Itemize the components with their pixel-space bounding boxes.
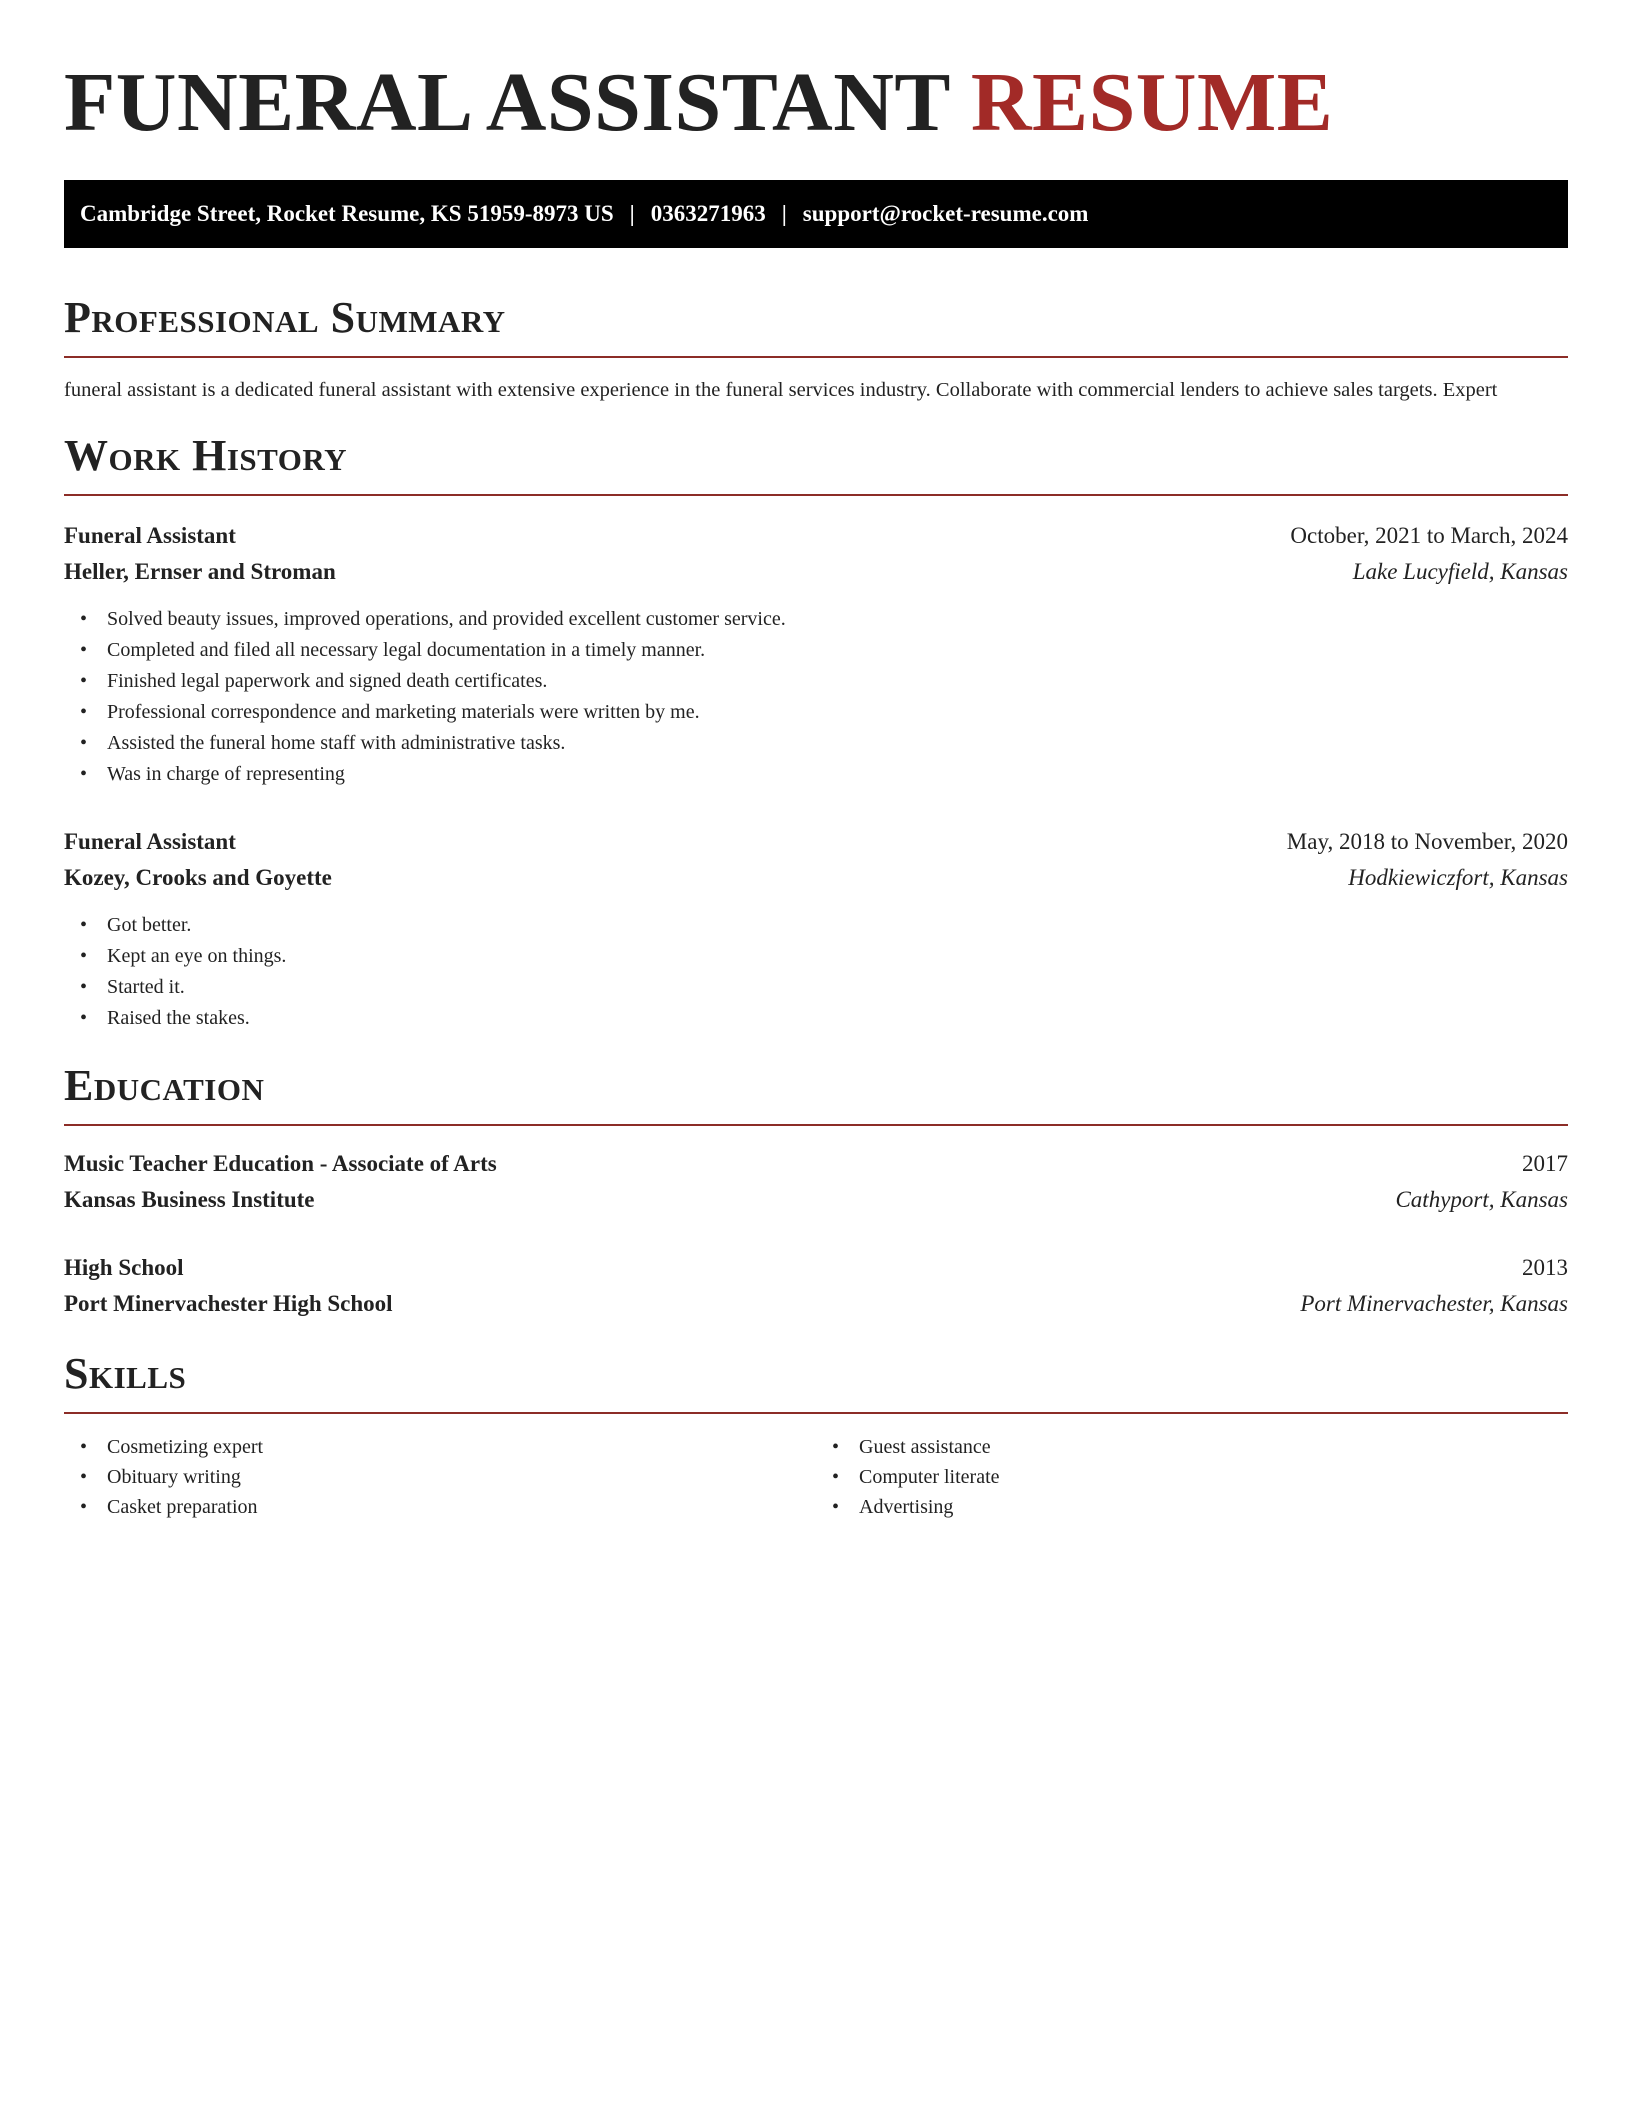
job-bullet-text: Kept an eye on things. [107, 945, 287, 967]
list-item [64, 1492, 816, 1522]
list-item [64, 1003, 1568, 1034]
bullet-icon: • [80, 608, 88, 630]
list-item [64, 759, 1568, 790]
job-entry [64, 824, 1568, 1034]
job-company-row [64, 860, 1568, 896]
list-item [64, 972, 1568, 1003]
education-degree-row [64, 1146, 1568, 1182]
job-title-row [64, 518, 1568, 554]
bullet-icon: • [80, 1466, 88, 1488]
education-location: Port Minervachester, Kansas [1300, 1291, 1568, 1316]
list-item [816, 1462, 1568, 1492]
skill-text: Guest assistance [859, 1436, 991, 1458]
education-year: 2013 [1522, 1255, 1568, 1280]
bullet-icon: • [832, 1466, 840, 1488]
job-bullet-text: Solved beauty issues, improved operations, and provided excellent customer service. [107, 608, 786, 630]
section-divider [64, 494, 1568, 496]
job-bullet-text: Raised the stakes. [107, 1007, 250, 1029]
bullet-icon: • [80, 1496, 88, 1518]
job-location: Lake Lucyfield, Kansas [1352, 559, 1568, 584]
resume-title-accent: RESUME [970, 56, 1334, 149]
list-item [64, 941, 1568, 972]
list-item [64, 666, 1568, 697]
skills-list [816, 1432, 1568, 1522]
bullet-icon: • [80, 1436, 88, 1458]
list-item [64, 635, 1568, 666]
education-section [64, 1062, 1568, 1322]
job-bullet-list [64, 910, 1568, 1034]
education-degree: High School [64, 1255, 184, 1280]
skills-column-right [816, 1432, 1568, 1522]
job-company: Heller, Ernser and Stroman [64, 559, 336, 584]
bullet-icon: • [80, 732, 88, 754]
contact-email: support@rocket-resume.com [802, 201, 1089, 226]
education-school: Kansas Business Institute [64, 1187, 315, 1212]
list-item [816, 1432, 1568, 1462]
education-location: Cathyport, Kansas [1395, 1187, 1568, 1212]
bullet-icon: • [80, 701, 88, 723]
resume-title [64, 58, 1568, 148]
skill-text: Advertising [859, 1496, 954, 1518]
contact-bar [64, 180, 1568, 248]
summary-text: funeral assistant is a dedicated funeral assistant with extensive experience in the funeral services industry. Collaborate with commercial lenders to achieve sales targets. Expert [64, 379, 1498, 401]
bullet-icon: • [80, 945, 88, 967]
skills-columns [64, 1432, 1568, 1522]
bullet-icon: • [80, 976, 88, 998]
contact-address: Cambridge Street, Rocket Resume, KS 51959-8973 US [80, 201, 614, 226]
list-item [816, 1492, 1568, 1522]
education-entry [64, 1250, 1568, 1322]
skills-section [64, 1350, 1568, 1522]
job-bullet-text: Started it. [107, 976, 185, 998]
job-title: Funeral Assistant [64, 523, 236, 548]
skill-text: Cosmetizing expert [107, 1436, 264, 1458]
skill-text: Casket preparation [107, 1496, 258, 1518]
bullet-icon: • [80, 914, 88, 936]
bullet-icon: • [80, 670, 88, 692]
section-divider [64, 1124, 1568, 1126]
skills-heading: Skills [64, 1349, 187, 1398]
job-title: Funeral Assistant [64, 829, 236, 854]
work-history-section [64, 432, 1568, 1034]
list-item [64, 728, 1568, 759]
list-item [64, 697, 1568, 728]
job-bullet-text: Was in charge of representing [107, 763, 345, 785]
bullet-icon: • [80, 1007, 88, 1029]
education-degree: Music Teacher Education - Associate of Arts [64, 1151, 497, 1176]
bullet-icon: • [832, 1436, 840, 1458]
list-item [64, 910, 1568, 941]
list-item [64, 1462, 816, 1492]
job-bullet-text: Professional correspondence and marketing materials were written by me. [107, 701, 700, 723]
skills-column-left [64, 1432, 816, 1522]
skill-text: Obituary writing [107, 1466, 241, 1488]
list-item [64, 604, 1568, 635]
contact-separator: | [629, 201, 635, 226]
skills-list [64, 1432, 816, 1522]
job-dates: May, 2018 to November, 2020 [1286, 829, 1568, 854]
job-company-row [64, 554, 1568, 590]
contact-phone: 0363271963 [650, 201, 766, 226]
summary-section [64, 294, 1568, 404]
contact-separator: | [781, 201, 787, 226]
education-entry [64, 1146, 1568, 1218]
education-degree-row [64, 1250, 1568, 1286]
job-bullet-text: Got better. [107, 914, 192, 936]
job-title-row [64, 824, 1568, 860]
resume-title-main: FUNERAL ASSISTANT [64, 56, 950, 149]
section-divider [64, 1412, 1568, 1414]
job-entry [64, 518, 1568, 790]
education-heading: Education [64, 1061, 265, 1110]
bullet-icon: • [80, 763, 88, 785]
job-bullet-text: Finished legal paperwork and signed death certificates. [107, 670, 548, 692]
skill-text: Computer literate [859, 1466, 1000, 1488]
list-item [64, 1432, 816, 1462]
summary-heading: Professional Summary [64, 293, 506, 342]
bullet-icon: • [80, 639, 88, 661]
job-location: Hodkiewiczfort, Kansas [1348, 865, 1568, 890]
job-bullet-text: Assisted the funeral home staff with administrative tasks. [107, 732, 566, 754]
job-company: Kozey, Crooks and Goyette [64, 865, 332, 890]
education-school-row [64, 1182, 1568, 1218]
education-school: Port Minervachester High School [64, 1291, 393, 1316]
work-history-heading: Work History [64, 431, 348, 480]
education-year: 2017 [1522, 1151, 1568, 1176]
section-divider [64, 356, 1568, 358]
job-dates: October, 2021 to March, 2024 [1290, 523, 1568, 548]
job-bullet-list [64, 604, 1568, 790]
bullet-icon: • [832, 1496, 840, 1518]
job-bullet-text: Completed and filed all necessary legal documentation in a timely manner. [107, 639, 706, 661]
education-school-row [64, 1286, 1568, 1322]
